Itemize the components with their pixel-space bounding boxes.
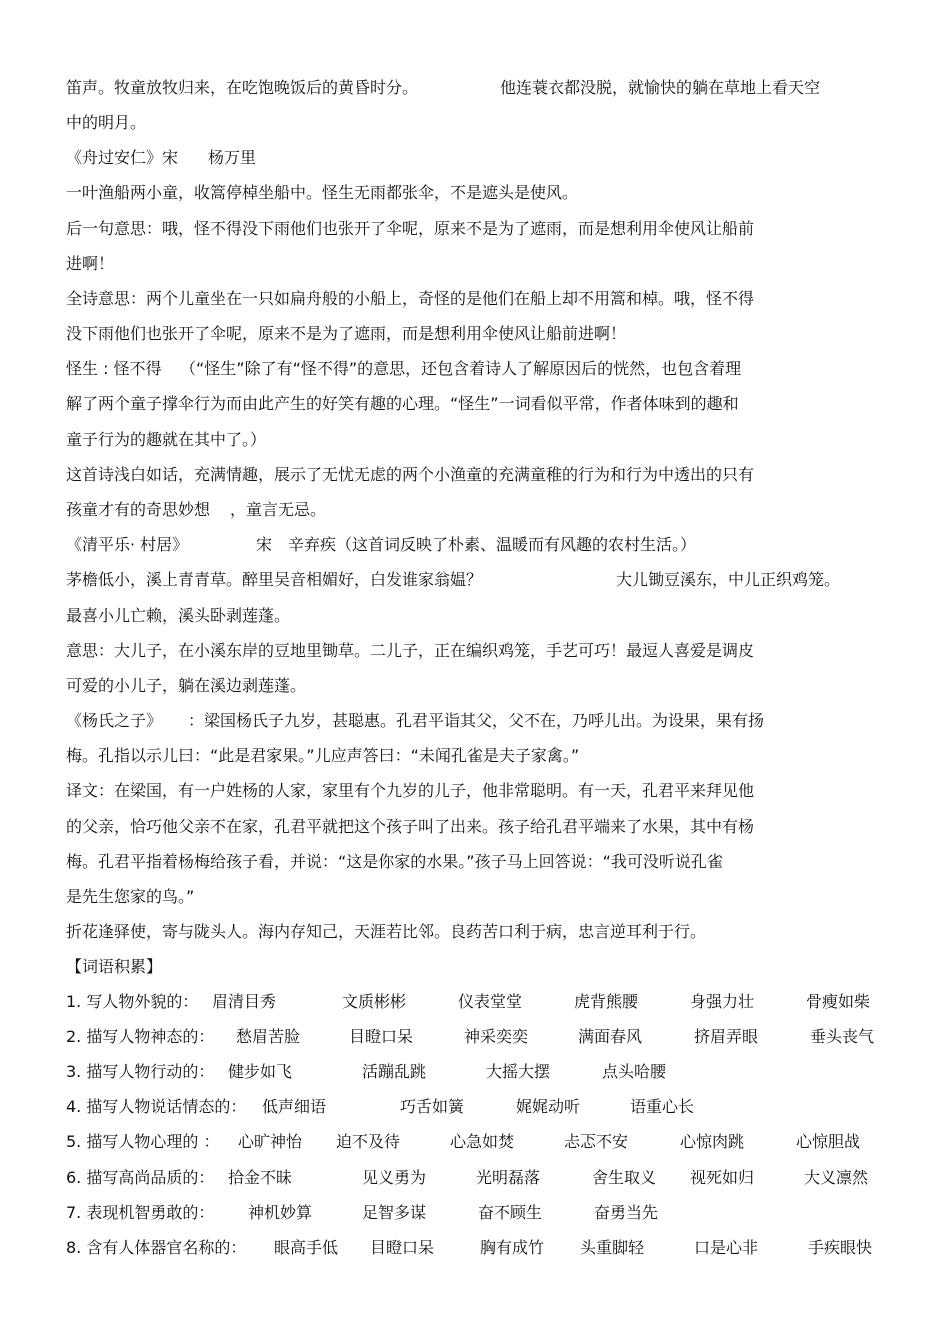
text-line: 梅。孔指以示儿曰：“此是君家果。”儿应声答曰：“未闻孔雀是夫子家禽。” (66, 746, 580, 765)
text-line: 可爱的小儿子，躺在溪边剥莲蓬。 (66, 676, 307, 695)
text-segment: 他连蓑衣都没脱，就愉快的躺在草地上看天空 (500, 78, 821, 97)
text-segment: 笛声。牧童放牧归来，在吃饱晚饭后的黄昏时分。 (66, 78, 419, 97)
text-line: 译文：在梁国，有一户姓杨的人家，家里有个九岁的儿子，他非常聪明。有一天，孔君平来拜见他 (66, 781, 755, 800)
text-segment: （“怪生”除了有“怪不得”的意思，还包含着诗人了解原因后的恍然，也包含着理 (180, 359, 742, 378)
vocab-word: 神采奕奕 (464, 1027, 529, 1046)
text-segment: ，童言无忌。 (230, 500, 327, 519)
vocab-word: 巧舌如簧 (400, 1097, 465, 1116)
vocab-word: 忐忑不安 (564, 1132, 629, 1151)
vocab-word: 见义勇为 (362, 1168, 427, 1187)
vocab-label: 6. 描写高尚品质的： (66, 1168, 215, 1187)
vocab-label: 7. 表现机智勇敢的： (66, 1203, 215, 1222)
text-line: 折花逢驿使，寄与陇头人。海内存知己，天涯若比邻。良药苦口利于病，忠言逆耳利于行。 (66, 922, 707, 941)
vocab-word: 大摇大摆 (486, 1062, 551, 1081)
vocab-word: 眉清目秀 (212, 992, 277, 1011)
vocab-word: 目瞪口呆 (370, 1238, 435, 1257)
vocab-word: 神机妙算 (248, 1203, 313, 1222)
vocab-word: 语重心长 (630, 1097, 695, 1116)
text-segment: 大儿锄豆溪东，中儿正织鸡笼。 (616, 570, 841, 589)
vocab-word: 头重脚轻 (580, 1238, 645, 1257)
vocab-word: 足智多谋 (362, 1203, 427, 1222)
text-line: 中的明月。 (66, 113, 147, 132)
vocab-word: 娓娓动听 (516, 1097, 581, 1116)
vocab-word: 骨瘦如柴 (806, 992, 871, 1011)
text-line: 童子行为的趣就在其中了。） (66, 430, 267, 449)
poem-author: 宋 辛弃疾（这首词反映了朴素、温暖而有风趣的农村生活。） (256, 535, 697, 554)
vocab-word: 挤眉弄眼 (694, 1027, 759, 1046)
text-line: 这首诗浅白如话，充满情趣，展示了无忧无虑的两个小渔童的充满童稚的行为和行为中透出的只有 (66, 465, 755, 484)
vocab-word: 文质彬彬 (342, 992, 407, 1011)
vocab-word: 虎背熊腰 (574, 992, 639, 1011)
vocab-word: 眼高手低 (274, 1238, 339, 1257)
vocab-word: 大义凛然 (804, 1168, 869, 1187)
vocab-word: 舍生取义 (592, 1168, 657, 1187)
vocab-word: 垂头丧气 (810, 1027, 875, 1046)
vocab-word: 健步如飞 (228, 1062, 293, 1081)
text-line: 梅。孔君平指着杨梅给孩子看，并说：“这是你家的水果。”孩子马上回答说：“我可没听说孔雀 (66, 852, 723, 871)
text-line: 没下雨他们也张开了伞呢，原来不是为了遮雨，而是想利用伞使风让船前进啊！ (66, 324, 627, 343)
vocab-label: 3. 描写人物行动的： (66, 1062, 215, 1081)
text-segment: 怪生 : 怪不得 (66, 359, 162, 378)
vocab-word: 活蹦乱跳 (362, 1062, 427, 1081)
text-line: 的父亲，恰巧他父亲不在家，孔君平就把这个孩子叫了出来。孩子给孔君平端来了水果，其中有杨 (66, 817, 755, 836)
text-line: 后一句意思：哦，怪不得没下雨他们也张开了伞呢，原来不是为了遮雨，而是想利用伞使风让船前 (66, 219, 755, 238)
vocab-word: 心惊胆战 (796, 1132, 861, 1151)
vocab-word: 心急如焚 (450, 1132, 515, 1151)
vocab-word: 拾金不昧 (228, 1168, 293, 1187)
text-line: 是先生您家的鸟。” (66, 887, 195, 906)
text-line: 解了两个童子撑伞行为而由此产生的好笑有趣的心理。“怪生”一词看似平常，作者体味到的趣和 (66, 394, 739, 413)
vocab-word: 视死如归 (690, 1168, 755, 1187)
vocab-label: 2. 描写人物神态的： (66, 1027, 215, 1046)
section-heading: 【词语积累】 (66, 957, 163, 976)
vocab-word: 仪表堂堂 (458, 992, 523, 1011)
vocab-word: 奋勇当先 (594, 1203, 659, 1222)
vocab-word: 低声细语 (262, 1097, 327, 1116)
vocab-word: 目瞪口呆 (349, 1027, 414, 1046)
vocab-word: 口是心非 (694, 1238, 759, 1257)
text-line: 意思：大儿子，在小溪东岸的豆地里锄草。二儿子，正在编织鸡笼，手艺可巧！最逗人喜爱是调皮 (66, 641, 755, 660)
vocab-word: 心旷神怡 (238, 1132, 303, 1151)
poem-title: 《舟过安仁》宋 (66, 148, 179, 167)
vocab-word: 奋不顾生 (478, 1203, 543, 1222)
text-line: 一叶渔船两小童，收篙停棹坐船中。怪生无雨都张伞，不是遮头是使风。 (66, 183, 579, 202)
text-segment: 孩童才有的奇思妙想 (66, 500, 211, 519)
vocab-word: 点头哈腰 (602, 1062, 667, 1081)
vocab-label: 5. 描写人物心理的 ： (66, 1132, 220, 1151)
vocab-word: 心惊肉跳 (680, 1132, 745, 1151)
text-line: 进啊！ (66, 254, 115, 273)
vocab-word: 愁眉苦脸 (236, 1027, 301, 1046)
vocab-label: 8. 含有人体器官名称的： (66, 1238, 247, 1257)
vocab-word: 满面春风 (578, 1027, 643, 1046)
poem-author: 杨万里 (208, 148, 257, 167)
vocab-label: 4. 描写人物说话情态的： (66, 1097, 247, 1116)
text-line: 最喜小儿亡赖，溪头卧剥莲蓬。 (66, 606, 291, 625)
vocab-label: 1. 写人物外貌的： (66, 992, 199, 1011)
text-line: 全诗意思：两个儿童坐在一只如扁舟般的小船上，奇怪的是他们在船上却不用篙和棹。哦，怪不得 (66, 289, 755, 308)
vocab-word: 胸有成竹 (480, 1238, 545, 1257)
text-segment: 茅檐低小，溪上青青草。醉里吴音相媚好，白发谁家翁媪？ (66, 570, 483, 589)
poem-title: 《清平乐· 村居》 (66, 535, 189, 554)
poem-title: 《杨氏之子》 (66, 711, 163, 730)
text-segment: ：梁国杨氏子九岁，甚聪惠。孔君平诣其父，父不在，乃呼儿出。为设果，果有扬 (188, 711, 765, 730)
vocab-word: 身强力壮 (690, 992, 755, 1011)
vocab-word: 迫不及待 (336, 1132, 401, 1151)
vocab-word: 手疾眼快 (808, 1238, 873, 1257)
vocab-word: 光明磊落 (476, 1168, 541, 1187)
